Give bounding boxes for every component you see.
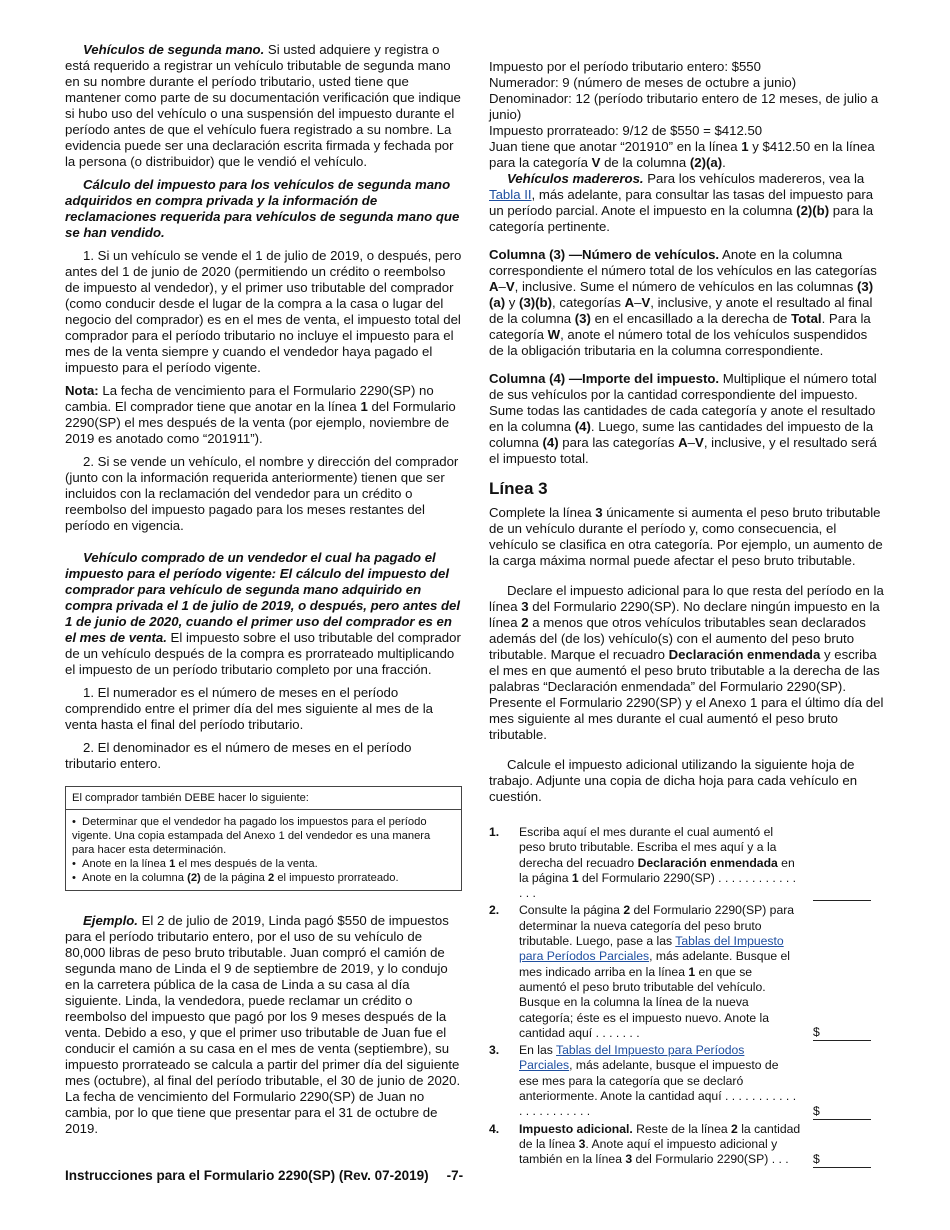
calc-ref: V xyxy=(591,155,601,170)
r: 2 xyxy=(623,903,631,918)
worksheet-entry-field[interactable]: $ xyxy=(813,1104,871,1120)
box-item-continuation xyxy=(72,829,455,843)
footer-title: Instrucciones para el Formulario 2290(SP) (Rev. 07-2019) xyxy=(65,1168,429,1183)
box-item-continuation xyxy=(72,843,455,857)
worksheet xyxy=(489,825,884,1168)
example-text: El 2 de julio de 2019, Linda pagó $550 de impuestos para el período tributario entero, por el uso de su vehículo de 80,000 libras de peso bruto tributable. Juan compró el camión de segunda mano de Linda el 9 de septiembre de 2019, y lo condujo en la carretera pública de la casa de Linda a su casa al día siguiente. Linda, la vendedora, puede reclamar un crédito o reembolso del impuesto que pagó por los 9 meses después de la venta. Debido a eso, y que el primer uso tributable de Juan fue el conducir el camión a su casa en el mes de venta (septiembre), su impuesto prorrateado se calcula a partir del primer día del siguiente mes (octubre), al final del período tributable, el 30 de junio de 2020. La fecha de vencimiento del Formulario 2290(SP) de Juan no cambia, por lo que tiene que presentar para el 31 de octubre de 2019. xyxy=(65,913,461,1136)
t: y escriba el mes en que aumentó el peso bruto tributable a la derecha de las palabras “Declaración enmendada” del Formulario 2290(SP). Presente el Formulario 2290(SP) y el Anexo 1 para el último día del mes siguiente al mes durante el cual aumentó el peso bruto tributable. xyxy=(489,647,884,742)
r: V xyxy=(505,279,515,294)
t: . Luego, sume las cantidades del impuesto de la columna xyxy=(489,419,874,450)
worksheet-line-number: 3. xyxy=(489,1043,500,1058)
box-ref: 2 xyxy=(267,872,275,884)
box-item-line: vigente. Una copia estampada del Anexo 1 del vendedor es una manera xyxy=(72,830,431,842)
worksheet-line-text xyxy=(519,825,801,901)
t: – xyxy=(687,435,696,450)
box-ref: (2) xyxy=(187,872,201,884)
box-text: el mes después de la venta. xyxy=(175,858,318,870)
linea3-paragraph: Calcule el impuesto adicional utilizando la siguiente hoja de trabajo. Adjunte una copia de dicha hoja para cada vehículo en cuestión. xyxy=(489,757,858,804)
worksheet-line-text xyxy=(519,1122,801,1168)
box-list xyxy=(66,810,461,890)
r: 3 xyxy=(578,1136,586,1151)
r: (3) xyxy=(574,311,591,326)
box-text: de la página xyxy=(200,872,268,884)
r: 1 xyxy=(571,870,579,885)
worksheet-line-text xyxy=(519,1043,801,1119)
section-title-linea-3: Línea 3 xyxy=(489,479,548,498)
t: del Formulario 2290(SP) para determinar la nueva categoría del peso bruto tributable. Luego, pase a las xyxy=(519,903,795,949)
r: A xyxy=(489,279,499,294)
t: Reste de la línea xyxy=(632,1121,732,1136)
r: W xyxy=(547,327,561,342)
paragraph-lead: Vehículos madereros. xyxy=(507,171,644,186)
paragraph-heading: Vehículo comprado de un vendedor el cual ha pagado el impuesto para el período vigente: El cálculo del impuesto del comprador para vehículo de segunda mano adquirido en compra privada el 1 de julio de 2019, o después, pero antes del 1 de junio de 2020, cuando el primer uso del comprador es en el mes de venta. xyxy=(65,550,461,645)
r: V xyxy=(641,295,651,310)
t: la cantidad de la línea xyxy=(519,1121,801,1151)
worksheet-entry-field[interactable] xyxy=(813,885,871,901)
tabla-ii-link[interactable]: Tabla II xyxy=(489,187,532,202)
t: , inclusive. Sume el número de vehículos en las columnas xyxy=(514,279,857,294)
linea3-paragraph xyxy=(489,505,884,569)
paragraph-text: El impuesto sobre el uso tributable del comprador de un vehículo después de la compra es prorrateado multiplicando el impuesto de un período tributario completo por una fracción. xyxy=(65,630,461,677)
paragraph-lead: Vehículos de segunda mano. xyxy=(83,42,265,57)
t: únicamente si aumenta el peso bruto tributable de un vehículo durante el período y, como consecuencia, el vehículo se clasifica en otra categoría. Por ejemplo, un aumento de la carga máxima normal puede afectar el peso bruto tributable. xyxy=(489,505,883,568)
column-ref: (2)(b) xyxy=(796,203,830,218)
t: , inclusive, y el resultado será el impuesto total. xyxy=(489,435,877,466)
worksheet-row xyxy=(489,825,884,901)
column-4-paragraph xyxy=(489,371,884,467)
note-text: La fecha de vencimiento para el Formulario 2290(SP) no cambia. El comprador tiene que anotar en la línea xyxy=(65,383,434,414)
r: 3 xyxy=(625,1152,633,1167)
r: 1 xyxy=(688,964,696,979)
r: A xyxy=(678,435,688,450)
r: (4) xyxy=(542,435,559,450)
partial-period-tables-link[interactable]: Tablas del Impuesto para Períodos Parciales xyxy=(519,934,784,964)
paragraph-text: Si usted adquiere y registra o está requerido a registrar un vehículo tributable de segunda mano en su nombre durante el período tributario, usted tiene que mantener como parte de su documentación verificación que indique si hubo uso del vehículo o una suspensión del impuesto durante el período antes de que el vehículo fuera registrado a su nombre. La evidencia puede ser una declaración escrita firmada y fechada por la persona (o distribuidor) que le vendió el vehículo. xyxy=(65,42,461,169)
list-item: 2. El denominador es el número de meses en el período tributario entero. xyxy=(65,740,412,771)
t: , más adelante. Busque el mes indicado arriba en la línea xyxy=(519,949,791,979)
calc-text: . xyxy=(722,155,726,170)
worksheet-line-text xyxy=(519,903,801,1041)
t: . Anote aquí el impuesto adicional y también en la línea xyxy=(519,1136,778,1167)
r: Total xyxy=(791,311,822,326)
right-column xyxy=(489,59,884,1170)
worksheet-row xyxy=(489,1043,884,1119)
example-label: Ejemplo. xyxy=(83,913,138,928)
box-text: Anote en la línea xyxy=(82,858,170,870)
note-text-end: del Formulario 2290(SP) el mes después de la venta (por ejemplo, noviembre de 2019 es anotado como “201911”). xyxy=(65,399,456,446)
t: del Formulario 2290(SP) . . . xyxy=(632,1152,789,1167)
r: (3)(b) xyxy=(519,295,553,310)
linea3-paragraph xyxy=(489,583,884,743)
worksheet-entry-field[interactable]: $ xyxy=(813,1025,871,1041)
r: A xyxy=(624,295,635,310)
section-heading: Cálculo del impuesto para los vehículos de segunda mano adquiridos en compra privada y la información de reclamaciones requerida para vehículos de segunda mano que se han vendido. xyxy=(65,177,460,240)
box-item xyxy=(72,815,455,829)
box-ref: 1 xyxy=(169,858,176,870)
r: V xyxy=(695,435,704,450)
r: Declaración enmendada xyxy=(637,855,778,870)
r: 3 xyxy=(521,599,529,614)
box-item-line: para hacer esta determinación. xyxy=(72,844,227,856)
t: En las xyxy=(519,1043,557,1058)
note-label: Nota: xyxy=(65,383,99,398)
worksheet-line-number: 1. xyxy=(489,825,500,839)
partial-period-tables-link[interactable]: Tablas del Impuesto para Períodos Parciales xyxy=(519,1043,745,1073)
t: , inclusive, y anote el resultado al final de la columna xyxy=(489,295,873,326)
worksheet-line-number: 4. xyxy=(489,1121,500,1136)
t: y xyxy=(505,295,520,310)
calc-ref: (2)(a) xyxy=(689,155,723,170)
calc-line: Impuesto por el período tributario entero: $550 xyxy=(489,59,761,74)
t: Multiplique el número total de sus vehículos por la cantidad correspondiente del impuesto. Sume todas las cantidades de cada categoría y anote el resultado en la columna xyxy=(489,371,877,434)
calc-line xyxy=(489,139,884,171)
t: para las categorías xyxy=(558,435,679,450)
calc-line: Denominador: 12 (período tributario entero de 12 meses, de julio a junio) xyxy=(489,91,879,122)
list-item: 2. Si se vende un vehículo, el nombre y dirección del comprador (junto con la información requerida anteriormente) tienen que ser incluidos con la reclamación del vendedor para un crédito o reembolso del impuesto pagado para los meses restantes del período en vigencia. xyxy=(65,454,459,533)
note-paragraph xyxy=(65,383,462,447)
box-item-line: Determinar que el vendedor ha pagado los impuestos para el período xyxy=(82,816,427,828)
t: , anote el número total de los vehículos suspendidos de la obligación tributaria en la columna correspondiente. xyxy=(489,327,868,358)
calc-text: Juan tiene que anotar “201910” en la línea xyxy=(489,139,742,154)
r: 2 xyxy=(521,615,529,630)
list-item: 1. Si un vehículo se vende el 1 de julio de 2019, o después, pero antes del 1 de junio de 2020 (permitiendo un crédito o reembolso de impuesto al vendedor), y el primer uso tributable del comprador (como conducir desde el lugar de la compra a la casa o lugar del negocio del comprador) es en el mes de venta, el impuesto total del comprador para el período tributario no incluye el impuesto para el mes de la venta siempre y cuando el vendedor haya pagado el impuesto para el período vigente. xyxy=(65,248,462,375)
t: Declare el impuesto adicional para lo que resta del período en la línea xyxy=(489,583,884,614)
t: del Formulario 2290(SP) . . . . . . . . . . . . . . . xyxy=(519,870,797,901)
column-3-paragraph xyxy=(489,247,884,359)
page-footer xyxy=(65,1168,463,1183)
note-line-ref: 1 xyxy=(360,399,368,414)
worksheet-line-number: 2. xyxy=(489,903,500,918)
paragraph-buyer-calc xyxy=(65,550,462,678)
paragraph-used-vehicles xyxy=(65,42,462,170)
t: en que se aumentó el peso bruto tributable del vehículo. Busque en la columna la línea de la nueva categoría; éste es el impuesto nuevo. Anote la cantidad aquí . . . . . . . xyxy=(519,964,770,1040)
logging-vehicles-paragraph xyxy=(489,171,884,235)
box-text: el impuesto prorrateado. xyxy=(274,872,399,884)
calc-text: de la columna xyxy=(600,155,690,170)
box-header: El comprador también DEBE hacer lo siguiente: xyxy=(66,787,461,810)
r: Declaración enmendada xyxy=(668,647,821,662)
r: (4) xyxy=(574,419,591,434)
page-number: -7- xyxy=(446,1168,464,1183)
worksheet-row xyxy=(489,1122,884,1168)
left-column xyxy=(65,42,462,1144)
worksheet-row xyxy=(489,903,884,1041)
calc-text: y $412.50 en la línea para la categoría xyxy=(489,139,875,170)
r: 2 xyxy=(731,1121,738,1136)
t: Consulte la página xyxy=(519,903,624,918)
t: en la página xyxy=(519,855,795,885)
paragraph-lead: Columna (3) —Número de vehículos. xyxy=(489,247,720,262)
box-text: Anote en la columna xyxy=(82,872,188,884)
box-item xyxy=(72,871,455,885)
paragraph-text: para la categoría pertinente. xyxy=(489,203,874,234)
t: a menos que otros vehículos tributables sean declarados además del (de los) vehículo(s) con el aumento del peso bruto tributable. Marque el recuadro xyxy=(489,615,866,662)
buyer-requirements-box xyxy=(65,786,462,891)
t: en el encasillado a la derecha de xyxy=(590,311,792,326)
box-item xyxy=(72,857,455,871)
t: del Formulario 2290(SP). No declare ningún impuesto en la línea xyxy=(489,599,880,630)
t: , más adelante, busque el impuesto de ese mes para la categoría que se declaró anteriormente. Anote la cantidad aquí . . . . . . . . . . . . . . . . . . . . . . xyxy=(519,1058,797,1119)
t: Escriba aquí el mes durante el cual aumentó el peso bruto tributable. Escriba el mes aquí y a la derecha del recuadro xyxy=(519,825,777,870)
t: , categorías xyxy=(552,295,625,310)
t: Complete la línea xyxy=(489,505,596,520)
calc-ref: 1 xyxy=(741,139,749,154)
calc-line: Numerador: 9 (número de meses de octubre a junio) xyxy=(489,75,797,90)
r: Impuesto adicional. xyxy=(519,1121,633,1136)
t: – xyxy=(634,295,642,310)
list-item: 1. El numerador es el número de meses en el período comprendido entre el primer día del mes siguiente al mes de la venta hasta el final del período tributario. xyxy=(65,685,433,732)
r: (3)(a) xyxy=(489,279,874,310)
r: 3 xyxy=(595,505,603,520)
worksheet-entry-field[interactable]: $ xyxy=(813,1152,871,1168)
paragraph-text: Para los vehículos madereros, vea la xyxy=(643,171,865,186)
example-paragraph xyxy=(65,913,462,1137)
t: Anote en la columna correspondiente el número total de los vehículos en las categorías xyxy=(489,247,877,278)
paragraph-lead: Columna (4) —Importe del impuesto. xyxy=(489,371,720,386)
t: . Para la categoría xyxy=(489,311,871,342)
calc-line: Impuesto prorrateado: 9/12 de $550 = $412.50 xyxy=(489,123,763,138)
t: – xyxy=(498,279,506,294)
paragraph-text: , más adelante, para consultar las tasas del impuesto para un período parcial. Anote el impuesto en la columna xyxy=(489,187,874,218)
